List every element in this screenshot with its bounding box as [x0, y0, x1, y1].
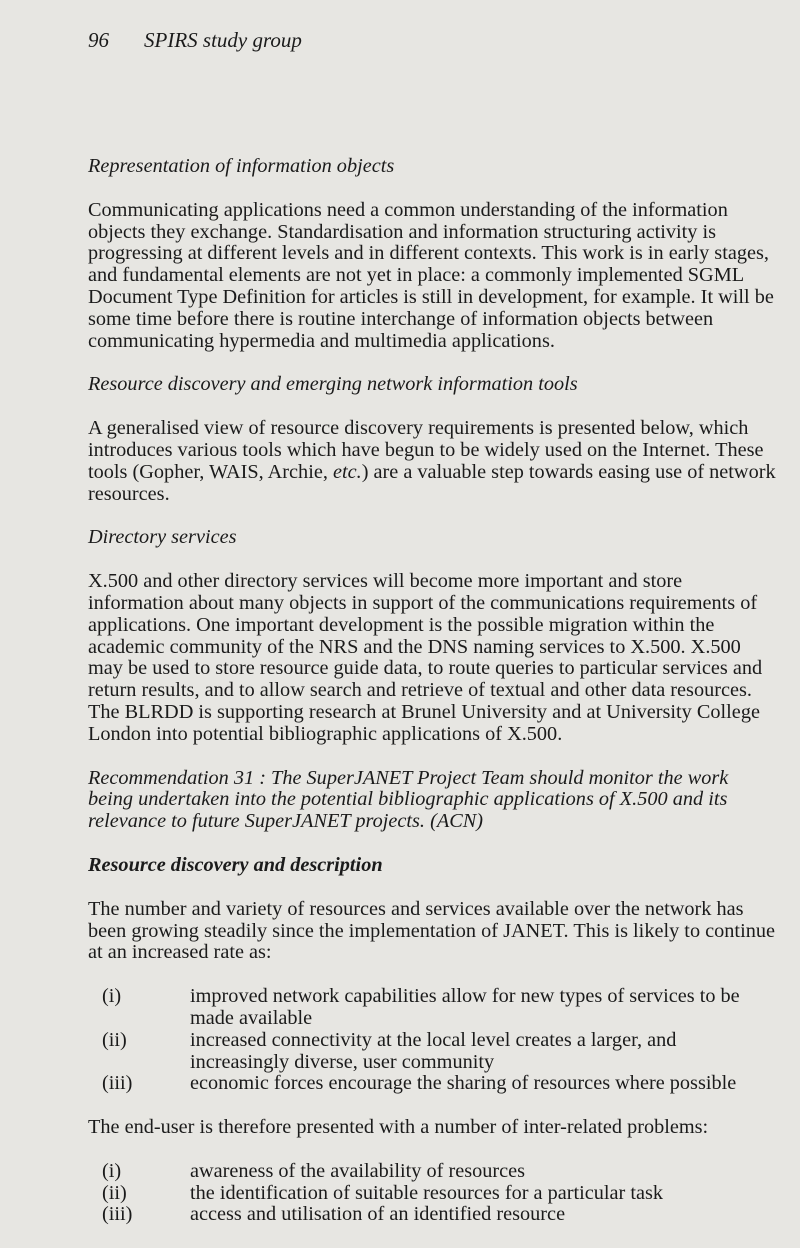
paragraph-text: ) are a valuable step towards easing use of network resources.	[88, 460, 776, 505]
list-item-text: access and utilisation of an identified resource	[190, 1203, 566, 1226]
list-item-text: the identification of suitable resources for a particular task	[190, 1181, 664, 1204]
paragraph-emphasis: etc.	[332, 460, 362, 483]
list-item	[88, 1183, 778, 1205]
list-item	[88, 1161, 778, 1183]
section-heading-resource-discovery-tools: Resource discovery and emerging network information tools	[88, 373, 578, 396]
list-item-text: awareness of the availability of resources	[190, 1159, 526, 1182]
paragraph-directory-services: X.500 and other directory services will become more important and store information about many objects in support of the communications requirements of applications. One important development is the possible migration within the academic community of the NRS and the DNS naming services to X.500. X.500 may be used to store resource guide data, to route queries to particular services and return results, and to allow search and retrieve of textual and other data resources. The BLRDD is supporting research at Brunel University and at University College London into potential bibliographic applications of X.500.	[88, 570, 763, 745]
paragraph-rdd-intro: The number and variety of resources and services available over the network has been growing steadily since the implementation of JANET. This is likely to continue at an increased rate as:	[88, 897, 775, 964]
list-item-text: improved network capabilities allow for new types of services to be made available	[190, 985, 740, 1029]
section-heading-directory-services: Directory services	[88, 526, 237, 549]
paragraph-text: A generalised view of resource discovery requirements is presented below, which introduces various tools which have begun to be widely used on the Internet. These tools (Gopher, WAIS, Archie,	[88, 417, 764, 483]
list-item-number: (iii)	[102, 1072, 133, 1095]
paragraph-rdd-problems: The end-user is therefore presented with a number of inter-related problems:	[88, 1116, 709, 1139]
page-body	[88, 156, 778, 1248]
list-item-text: increased connectivity at the local level creates a larger, and increasingly diverse, user community	[190, 1028, 677, 1073]
paragraph-representation: Communicating applications need a common understanding of the information objects they exchange. Standardisation and information structuring activity is progressing at different levels and in different contexts. This work is in early stages, and fundamental elements are not yet in place: a commonly implemented SGML Document Type Definition for articles is still in development, for example. It will be some time before there is routine interchange of information objects between communicating hypermedia and multimedia applications.	[88, 198, 774, 352]
list-item	[88, 986, 778, 1030]
section-heading-resource-discovery-description: Resource discovery and description	[88, 853, 383, 876]
list-item-text: economic forces encourage the sharing of resources where possible	[190, 1072, 737, 1095]
list-item-number: (ii)	[102, 1028, 127, 1051]
list-item-number: (iii)	[102, 1203, 133, 1226]
list-item-number: (ii)	[102, 1181, 127, 1204]
list-item	[88, 1204, 778, 1226]
list-item	[88, 1030, 778, 1074]
section-heading-representation: Representation of information objects	[88, 155, 395, 177]
list-item	[88, 1073, 778, 1095]
list-growth-factors	[88, 986, 778, 1095]
running-title: SPIRS study group	[144, 28, 302, 52]
running-header	[88, 28, 302, 53]
page-number: 96	[88, 28, 109, 52]
recommendation-31: Recommendation 31 : The SuperJANET Project Team should monitor the work being undertaken into the potential bibliographic applications of X.500 and its relevance to future SuperJANET projects. (ACN)	[88, 766, 729, 833]
list-user-problems	[88, 1161, 778, 1226]
list-item-number: (i)	[102, 985, 122, 1008]
list-item-number: (i)	[102, 1159, 122, 1182]
paragraph-resource-discovery-tools	[88, 418, 778, 505]
